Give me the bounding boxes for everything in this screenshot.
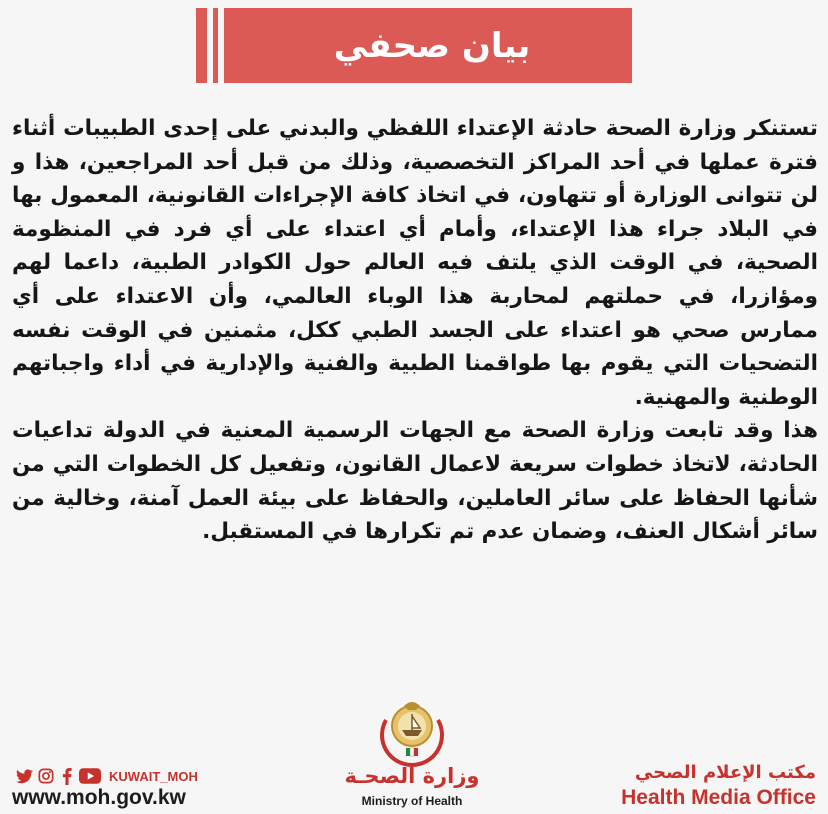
office-name-arabic: مكتب الإعلام الصحي [634,762,816,783]
social-handle[interactable]: KUWAIT_MOH [109,768,198,784]
instagram-icon[interactable] [37,768,54,785]
kuwait-emblem-icon [372,690,452,770]
twitter-icon[interactable] [16,768,33,785]
office-name-english: Health Media Office [621,786,816,809]
facebook-icon[interactable] [58,768,75,785]
header-stripe [207,8,213,83]
ministry-name-english: Ministry of Health [361,794,463,808]
youtube-icon[interactable] [79,768,101,785]
press-release-body: تستنكر وزارة الصحة حادثة الإعتداء اللفظي والبدني على إحدى الطبيبات أثناء فترة عملها في أحد المراكز التخصصية، وذلك من قبل أحد المراجعين، هذا و لن تتوانى الوزارة أو تتهاون، في اتخاذ كافة الإجراءات القانونية، المعمول بها في البلاد جراء هذا الإعتداء، وأمام أي اعتداء على أي فرد في المنظومة الصحية، في الوقت الذي يلتف فيه العالم حول الكوادر الطبية، داعما لهم ومؤازرا، في حملتهم لمحاربة هذا الوباء العالمي، وأن الاعتداء على أي ممارس صحي هو اعتداء على الجسد الطبي ككل، مثمنين في الوقت نفسه التضحيات التي يقوم بها طواقمنا الطبية والفنية والإدارية في أداء واجباتهم الوطنية والمهنية. هذا وقد تابعت وزارة الصحة مع الجهات الرسمية المعنية في الدولة تداعيات الحادثة، لاتخاذ خطوات سريعة لاعمال القانون، وتفعيل كل الخطوات التي من شأنها الحفاظ على سائر العاملين، والحفاظ على بيئة العمل آمنة، وخالية من سائر أشكال العنف، وضمان عدم تم تكرارها في المستقبل. [12,116,818,545]
header-banner [196,8,632,83]
ministry-name-arabic: وزارة الصحـة [344,764,480,788]
social-links [16,766,198,786]
website-link[interactable]: www.moh.gov.kw [12,786,186,809]
header-stripe [218,8,224,83]
page-title: بيان صحفي [333,25,531,66]
